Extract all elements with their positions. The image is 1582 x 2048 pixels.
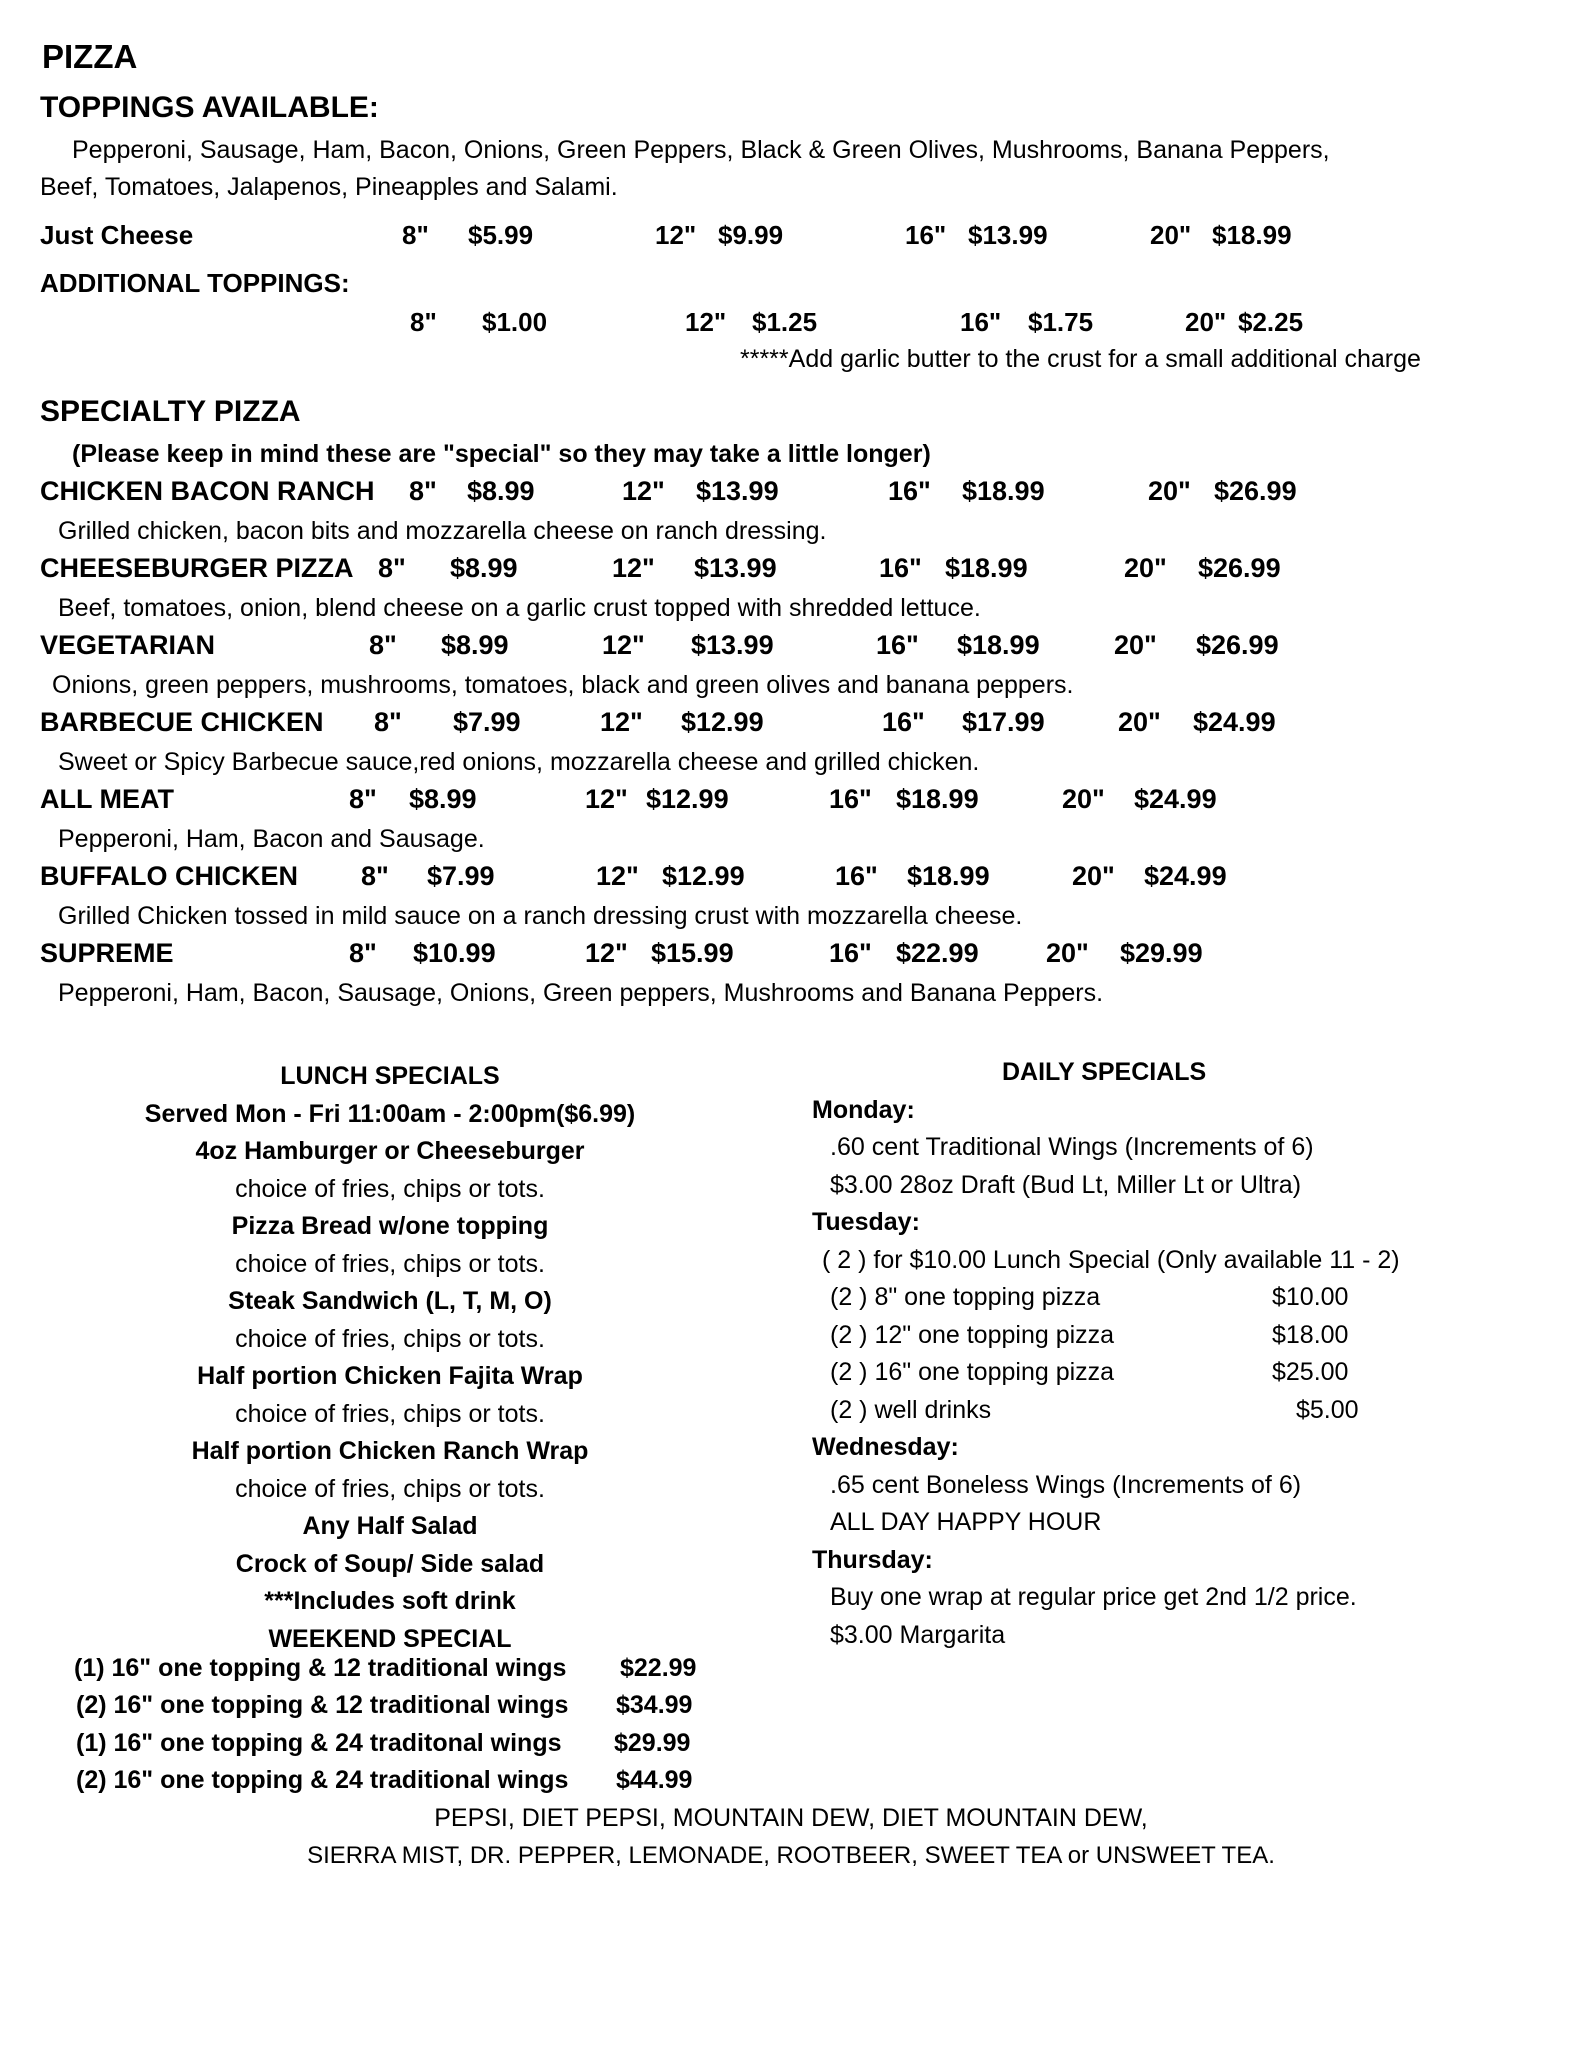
price: $13.99	[696, 476, 779, 506]
price: $18.99	[907, 861, 990, 891]
specialty-title: SPECIALTY PIZZA	[40, 395, 301, 428]
tuesday-item-price: $5.00	[1296, 1396, 1359, 1424]
price: $18.99	[896, 784, 979, 814]
price: $18.99	[957, 630, 1040, 660]
daily-special-line: .60 cent Traditional Wings (Increments of 6)	[830, 1133, 1314, 1161]
price: $9.99	[718, 220, 784, 250]
price: $18.99	[945, 553, 1028, 583]
lunch-item-sides: choice of fries, chips or tots.	[235, 1249, 545, 1278]
price: $26.99	[1214, 476, 1297, 506]
just-cheese-label: Just Cheese	[40, 220, 194, 250]
specialty-item-name: CHICKEN BACON RANCH	[40, 476, 375, 506]
lunch-title: LUNCH SPECIALS	[280, 1062, 500, 1090]
size-label: 16"	[876, 630, 919, 660]
price: $8.99	[441, 630, 509, 660]
price: $18.99	[1212, 220, 1292, 250]
size-label: 20"	[1118, 707, 1161, 737]
day-label: Wednesday:	[812, 1433, 959, 1461]
size-label: 20"	[1114, 630, 1157, 660]
price: $1.75	[1028, 307, 1094, 337]
size-label: 12"	[685, 307, 727, 337]
price: $8.99	[409, 784, 477, 814]
specialty-item-description: Grilled chicken, bacon bits and mozzarella cheese on ranch dressing.	[58, 517, 827, 545]
tuesday-item-label: (2 ) 12" one topping pizza	[830, 1321, 1115, 1349]
daily-special-line: .65 cent Boneless Wings (Increments of 6)	[830, 1471, 1302, 1499]
tuesday-item-price: $18.00	[1272, 1321, 1349, 1349]
specialty-item-description: Onions, green peppers, mushrooms, tomatoes, black and green olives and banana peppers.	[52, 671, 1074, 699]
lunch-item-name: Steak Sandwich (L, T, M, O)	[228, 1287, 552, 1315]
specialty-note: (Please keep in mind these are "special" so they may take a little longer)	[72, 440, 931, 468]
tuesday-item-label: (2 ) well drinks	[830, 1396, 992, 1424]
price: $1.25	[752, 307, 818, 337]
price: $12.99	[646, 784, 729, 814]
size-label: 16"	[835, 861, 878, 891]
size-label: 16"	[829, 784, 872, 814]
tuesday-item-label: (2 ) 16" one topping pizza	[830, 1358, 1115, 1386]
garlic-butter-note: *****Add garlic butter to the crust for a small additional charge	[740, 345, 1421, 373]
size-label: 20"	[1046, 938, 1089, 968]
price: $5.99	[468, 220, 534, 250]
tuesday-item-label: (2 ) 8" one topping pizza	[830, 1283, 1101, 1311]
price: $2.25	[1238, 307, 1304, 337]
lunch-specials	[40, 1058, 740, 1658]
size-label: 8"	[378, 553, 406, 583]
daily-special-line: $3.00 Margarita	[830, 1621, 1006, 1649]
specialty-item-name: CHEESEBURGER PIZZA	[40, 553, 354, 583]
size-label: 20"	[1062, 784, 1105, 814]
toppings-heading: TOPPINGS AVAILABLE:	[40, 91, 379, 124]
size-label: 8"	[349, 784, 377, 814]
price: $24.99	[1134, 784, 1217, 814]
lunch-soup-salad: Crock of Soup/ Side salad	[235, 1549, 545, 1578]
size-label: 20"	[1148, 476, 1191, 506]
price: $18.99	[962, 476, 1045, 506]
size-label: 16"	[888, 476, 931, 506]
drinks-line2: SIERRA MIST, DR. PEPPER, LEMONADE, ROOTBEER, SWEET TEA or UNSWEET TEA.	[307, 1842, 1275, 1869]
price: $24.99	[1144, 861, 1227, 891]
size-label: 20"	[1150, 220, 1192, 250]
size-label: 8"	[409, 476, 437, 506]
specialty-item-description: Sweet or Spicy Barbecue sauce,red onions, mozzarella cheese and grilled chicken.	[58, 748, 980, 776]
size-label: 16"	[882, 707, 925, 737]
toppings-list-line1: Pepperoni, Sausage, Ham, Bacon, Onions, Green Peppers, Black & Green Olives, Mushrooms, Banana Peppers,	[72, 136, 1330, 164]
lunch-item-sides: choice of fries, chips or tots.	[235, 1399, 545, 1428]
size-label: 12"	[612, 553, 655, 583]
size-label: 20"	[1185, 307, 1227, 337]
price: $8.99	[450, 553, 518, 583]
day-label: Tuesday:	[812, 1208, 920, 1236]
toppings-list-line2: Beef, Tomatoes, Jalapenos, Pineapples and Salami.	[40, 173, 618, 201]
tuesday-item-price: $10.00	[1272, 1283, 1349, 1311]
price: $8.99	[467, 476, 535, 506]
size-label: 12"	[655, 220, 697, 250]
size-label: 12"	[596, 861, 639, 891]
specialty-item-name: SUPREME	[40, 938, 174, 968]
size-label: 8"	[349, 938, 377, 968]
price: $10.99	[413, 938, 496, 968]
size-label: 16"	[829, 938, 872, 968]
size-label: 8"	[374, 707, 402, 737]
lunch-drink-note: ***Includes soft drink	[264, 1587, 516, 1615]
size-label: 12"	[600, 707, 643, 737]
size-label: 16"	[905, 220, 947, 250]
specialty-item-name: BARBECUE CHICKEN	[40, 707, 324, 737]
size-label: 12"	[622, 476, 665, 506]
weekend-item-label: (2) 16" one topping & 24 traditional wings	[76, 1766, 569, 1794]
lunch-item-sides: choice of fries, chips or tots.	[235, 1324, 545, 1353]
specialty-item-description: Beef, tomatoes, onion, blend cheese on a garlic crust topped with shredded lettuce.	[58, 594, 981, 622]
price: $17.99	[962, 707, 1045, 737]
lunch-item-name: 4oz Hamburger or Cheeseburger	[195, 1137, 585, 1165]
price: $26.99	[1196, 630, 1279, 660]
price: $15.99	[651, 938, 734, 968]
specialty-item-description: Pepperoni, Ham, Bacon, Sausage, Onions, Green peppers, Mushrooms and Banana Peppers.	[58, 979, 1104, 1007]
size-label: 12"	[602, 630, 645, 660]
weekend-item-label: (1) 16" one topping & 24 traditonal wings	[76, 1729, 562, 1757]
lunch-served-hours: Served Mon - Fri 11:00am - 2:00pm($6.99)	[144, 1099, 636, 1128]
size-label: 16"	[960, 307, 1002, 337]
price: $13.99	[694, 553, 777, 583]
price: $26.99	[1198, 553, 1281, 583]
specialty-item-name: VEGETARIAN	[40, 630, 216, 660]
weekend-item-price: $44.99	[616, 1766, 693, 1794]
price: $24.99	[1193, 707, 1276, 737]
size-label: 12"	[585, 938, 628, 968]
specialty-item-name: ALL MEAT	[40, 784, 174, 814]
specialty-item-name: BUFFALO CHICKEN	[40, 861, 298, 891]
size-label: 16"	[879, 553, 922, 583]
weekend-special-title: WEEKEND SPECIAL	[268, 1624, 512, 1653]
weekend-item-price: $29.99	[614, 1729, 691, 1757]
size-label: 20"	[1124, 553, 1167, 583]
lunch-item-name: Half portion Chicken Fajita Wrap	[197, 1362, 583, 1390]
tuesday-item-price: $25.00	[1272, 1358, 1349, 1386]
price: $29.99	[1120, 938, 1203, 968]
drinks-line1: PEPSI, DIET PEPSI, MOUNTAIN DEW, DIET MOUNTAIN DEW,	[434, 1804, 1148, 1832]
specialty-item-description: Grilled Chicken tossed in mild sauce on a ranch dressing crust with mozzarella cheese.	[58, 902, 1023, 930]
daily-special-line: $3.00 28oz Draft (Bud Lt, Miller Lt or Ultra)	[830, 1171, 1302, 1199]
day-label: Monday:	[812, 1096, 915, 1124]
lunch-item-name: Pizza Bread w/one topping	[231, 1212, 549, 1240]
price: $7.99	[427, 861, 495, 891]
weekend-item-label: (1) 16" one topping & 12 traditional wings	[74, 1654, 567, 1682]
size-label: 8"	[361, 861, 389, 891]
price: $12.99	[662, 861, 745, 891]
size-label: 12"	[585, 784, 628, 814]
size-label: 8"	[369, 630, 397, 660]
day-label: Thursday:	[812, 1546, 933, 1574]
specialty-item-description: Pepperoni, Ham, Bacon and Sausage.	[58, 825, 485, 853]
price: $13.99	[691, 630, 774, 660]
price: $7.99	[453, 707, 521, 737]
additional-toppings-label: ADDITIONAL TOPPINGS:	[40, 268, 350, 298]
daily-title: DAILY SPECIALS	[1002, 1058, 1207, 1086]
weekend-item-price: $22.99	[620, 1654, 697, 1682]
size-label: 8"	[402, 220, 429, 250]
size-label: 20"	[1072, 861, 1115, 891]
weekend-item-label: (2) 16" one topping & 12 traditional wings	[76, 1691, 569, 1719]
lunch-item-name: Half portion Chicken Ranch Wrap	[191, 1437, 589, 1465]
price: $22.99	[896, 938, 979, 968]
pizza-title: PIZZA	[42, 38, 138, 75]
daily-special-line: Buy one wrap at regular price get 2nd 1/2 price.	[830, 1583, 1357, 1611]
price: $12.99	[681, 707, 764, 737]
daily-special-line: ( 2 ) for $10.00 Lunch Special (Only available 11 - 2)	[822, 1246, 1400, 1274]
weekend-item-price: $34.99	[616, 1691, 693, 1719]
price: $1.00	[482, 307, 548, 337]
price: $13.99	[968, 220, 1048, 250]
lunch-half-salad: Any Half Salad	[302, 1512, 478, 1540]
daily-special-line: ALL DAY HAPPY HOUR	[830, 1508, 1102, 1536]
size-label: 8"	[410, 307, 437, 337]
lunch-item-sides: choice of fries, chips or tots.	[235, 1474, 545, 1503]
lunch-item-sides: choice of fries, chips or tots.	[235, 1174, 545, 1203]
